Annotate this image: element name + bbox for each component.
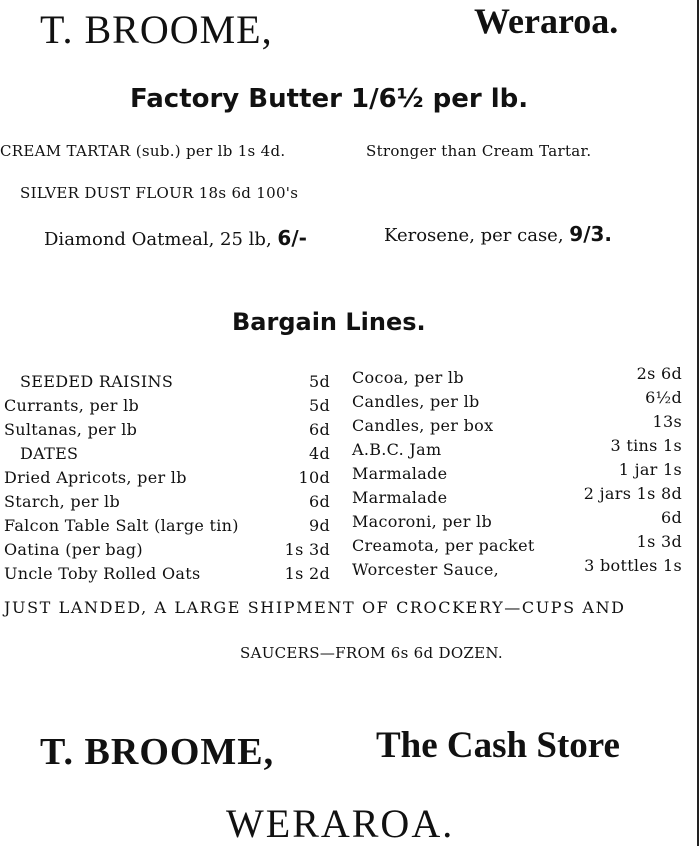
bargain-right-price: 3 tins 1s xyxy=(610,436,682,455)
cream-tartar-line: CREAM TARTAR (sub.) per lb 1s 4d. xyxy=(0,142,286,160)
bargain-right-item: Candles, per lb xyxy=(352,392,480,411)
bargain-right-item: A.B.C. Jam xyxy=(352,440,442,459)
oatmeal-price: 6/- xyxy=(277,226,307,250)
bargain-left-price: 1s 2d xyxy=(284,564,330,583)
bargain-right-item: Worcester Sauce, xyxy=(352,560,500,579)
bargain-right-price: 1 jar 1s xyxy=(618,460,682,479)
bargain-left-price: 5d xyxy=(308,372,330,391)
bargain-left-item: Dried Apricots, per lb xyxy=(4,468,187,487)
footer-merchant: T. BROOME, xyxy=(40,731,275,773)
kerosene-price: 9/3. xyxy=(569,222,613,246)
oatmeal-label: Diamond Oatmeal, 25 lb, xyxy=(44,229,272,250)
kerosene-label: Kerosene, per case, xyxy=(384,225,564,246)
bargain-right-item: Cocoa, per lb xyxy=(352,368,464,387)
bargain-left-price: 5d xyxy=(308,396,330,415)
silver-dust-line: SILVER DUST FLOUR 18s 6d 100's xyxy=(20,184,299,202)
bargain-right-price: 2 jars 1s 8d xyxy=(583,484,682,503)
bargain-right-item: Macoroni, per lb xyxy=(352,512,492,531)
bargain-left-price: 1s 3d xyxy=(284,540,330,559)
footer-store: The Cash Store xyxy=(376,725,620,766)
page-edge-rule xyxy=(697,0,699,846)
bargain-right-item: Marmalade xyxy=(352,464,448,483)
bargain-title: Bargain Lines. xyxy=(232,308,426,336)
bargain-right-price: 6½d xyxy=(645,388,682,407)
bargain-left-item: Starch, per lb xyxy=(4,492,121,511)
bargain-right-price: 2s 6d xyxy=(636,364,682,383)
bargain-right-price: 6d xyxy=(660,508,682,527)
bargain-left-price: 6d xyxy=(308,420,330,439)
bargain-left-item: Oatina (per bag) xyxy=(4,540,143,559)
bargain-left-item: Uncle Toby Rolled Oats xyxy=(4,564,201,583)
bargain-left-item: SEEDED RAISINS xyxy=(20,372,174,391)
bargain-left-item: Currants, per lb xyxy=(4,396,140,415)
headline-butter: Factory Butter 1/6½ per lb. xyxy=(130,84,529,114)
header-town: Weraroa. xyxy=(474,1,619,41)
kerosene-line xyxy=(384,222,612,246)
header-merchant: T. BROOME, xyxy=(40,7,273,52)
bargain-left-item: Falcon Table Salt (large tin) xyxy=(4,516,239,535)
bargain-left-price: 9d xyxy=(308,516,330,535)
bargain-left-price: 4d xyxy=(308,444,330,463)
bargain-right-price: 3 bottles 1s xyxy=(584,556,682,575)
bargain-right-price: 1s 3d xyxy=(636,532,682,551)
bargain-right-item: Marmalade xyxy=(352,488,448,507)
oatmeal-line xyxy=(44,226,307,250)
bargain-right-item: Creamota, per packet xyxy=(352,536,535,555)
crockery-notice-line1: JUST LANDED, A LARGE SHIPMENT OF CROCKERY—CUPS AND xyxy=(4,598,626,617)
bargain-left-item: Sultanas, per lb xyxy=(4,420,138,439)
bargain-right-price: 13s xyxy=(652,412,682,431)
bargain-left-item: DATES xyxy=(20,444,79,463)
bargain-left-price: 6d xyxy=(308,492,330,511)
bargain-left-price: 10d xyxy=(298,468,330,487)
cream-tartar-note: Stronger than Cream Tartar. xyxy=(366,142,592,160)
crockery-notice-line2: SAUCERS—FROM 6s 6d DOZEN. xyxy=(240,644,503,662)
bargain-right-item: Candles, per box xyxy=(352,416,494,435)
footer-town: WERAROA. xyxy=(226,801,455,846)
